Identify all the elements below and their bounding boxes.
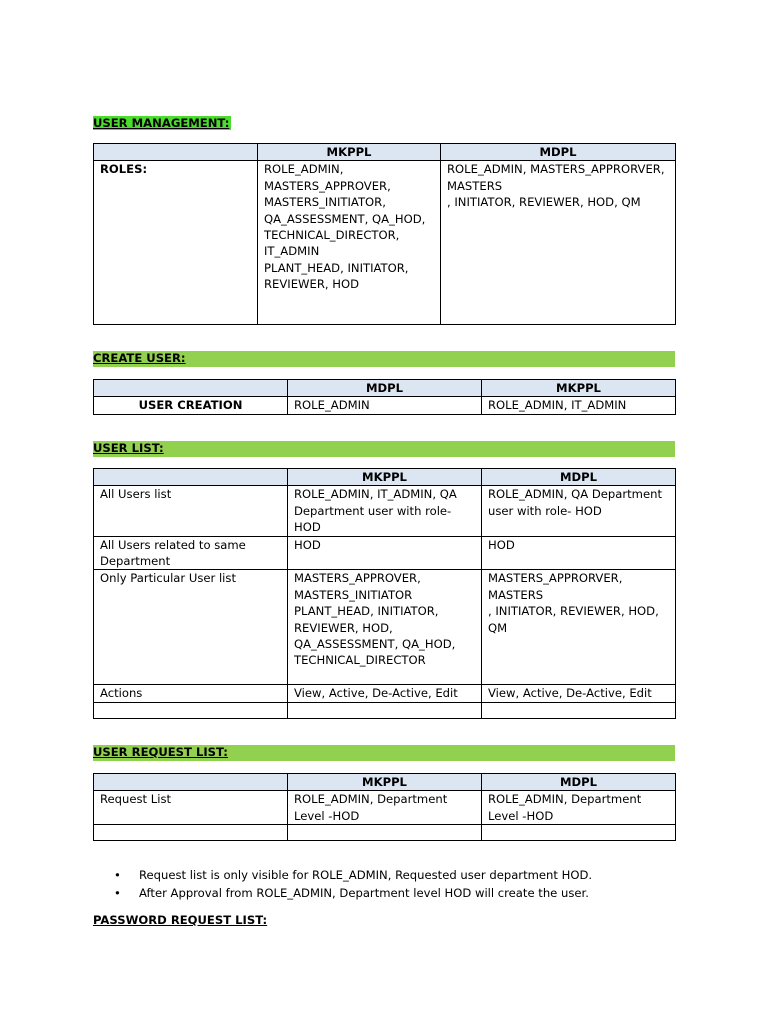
table-cell: MASTERS_APPROVER, MASTERS_INITIATOR PLANT_HEAD, INITIATOR, REVIEWER, HOD, QA_ASSESSMENT, QA_HOD, TECHNICAL_DIRECTOR — [288, 570, 482, 685]
row-label: Actions — [94, 685, 288, 702]
table-cell: View, Active, De-Active, Edit — [288, 685, 482, 702]
row-label: Only Particular User list — [94, 570, 288, 685]
row-label: All Users related to same Department — [94, 536, 288, 570]
column-header-mkppl: MKPPL — [288, 469, 482, 486]
table-cell — [482, 825, 676, 841]
table-row — [94, 570, 676, 685]
table-cell: ROLE_ADMIN, Department Level -HOD — [482, 791, 676, 825]
table-cell: ROLE_ADMIN, MASTERS_APPRORVER, MASTERS , INITIATOR, REVIEWER, HOD, QM — [441, 161, 676, 325]
table-cell — [288, 702, 482, 718]
table-row — [94, 536, 676, 570]
column-header-mdpl: MDPL — [482, 774, 676, 791]
table-cell: HOD — [482, 536, 676, 570]
table-row — [94, 397, 676, 414]
row-label — [94, 702, 288, 718]
table-cell — [482, 702, 676, 718]
column-header-mkppl: MKPPL — [288, 774, 482, 791]
column-header-mdpl: MDPL — [441, 144, 676, 161]
user-management-table — [93, 143, 676, 325]
user-management-heading: USER MANAGEMENT: — [93, 116, 230, 130]
table-row — [94, 486, 676, 536]
column-header-mdpl: MDPL — [288, 380, 482, 397]
table-cell: ROLE_ADMIN — [288, 397, 482, 414]
table-cell: HOD — [288, 536, 482, 570]
column-header — [94, 380, 288, 397]
create-user-heading: CREATE USER: — [93, 351, 675, 367]
column-header-mdpl: MDPL — [482, 469, 676, 486]
table-row — [94, 685, 676, 702]
user-list-heading: USER LIST: — [93, 441, 675, 457]
table-cell: ROLE_ADMIN, MASTERS_APPROVER, MASTERS_INITIATOR, QA_ASSESSMENT, QA_HOD, TECHNICAL_DIRECTOR, IT_ADMIN PLANT_HEAD, INITIATOR, REVIEWER, HOD — [258, 161, 441, 325]
row-label: All Users list — [94, 486, 288, 536]
table-cell: MASTERS_APPRORVER, MASTERS , INITIATOR, REVIEWER, HOD, QM — [482, 570, 676, 685]
list-item: • Request list is only visible for ROLE_ADMIN, Requested user department HOD. — [93, 866, 693, 884]
table-row — [94, 161, 676, 325]
user-request-list-heading: USER REQUEST LIST: — [93, 745, 675, 761]
table-cell: ROLE_ADMIN, IT_ADMIN — [482, 397, 676, 414]
create-user-table — [93, 379, 676, 415]
column-header — [94, 144, 258, 161]
password-request-list-heading: PASSWORD REQUEST LIST: — [93, 913, 268, 927]
table-row — [94, 702, 676, 718]
table-cell: ROLE_ADMIN, Department Level -HOD — [288, 791, 482, 825]
user-list-table — [93, 468, 676, 719]
list-item: • After Approval from ROLE_ADMIN, Department level HOD will create the user. — [93, 884, 693, 902]
table-cell — [288, 825, 482, 841]
row-label — [94, 825, 288, 841]
table-cell: View, Active, De-Active, Edit — [482, 685, 676, 702]
table-row — [94, 791, 676, 825]
row-label: ROLES: — [94, 161, 258, 325]
user-request-list-table — [93, 773, 676, 841]
table-row — [94, 825, 676, 841]
column-header — [94, 469, 288, 486]
column-header — [94, 774, 288, 791]
column-header-mkppl: MKPPL — [482, 380, 676, 397]
column-header-mkppl: MKPPL — [258, 144, 441, 161]
notes-list — [93, 866, 693, 902]
row-label: Request List — [94, 791, 288, 825]
row-label: USER CREATION — [94, 397, 288, 414]
table-cell: ROLE_ADMIN, IT_ADMIN, QA Department user with role- HOD — [288, 486, 482, 536]
table-cell: ROLE_ADMIN, QA Department user with role- HOD — [482, 486, 676, 536]
